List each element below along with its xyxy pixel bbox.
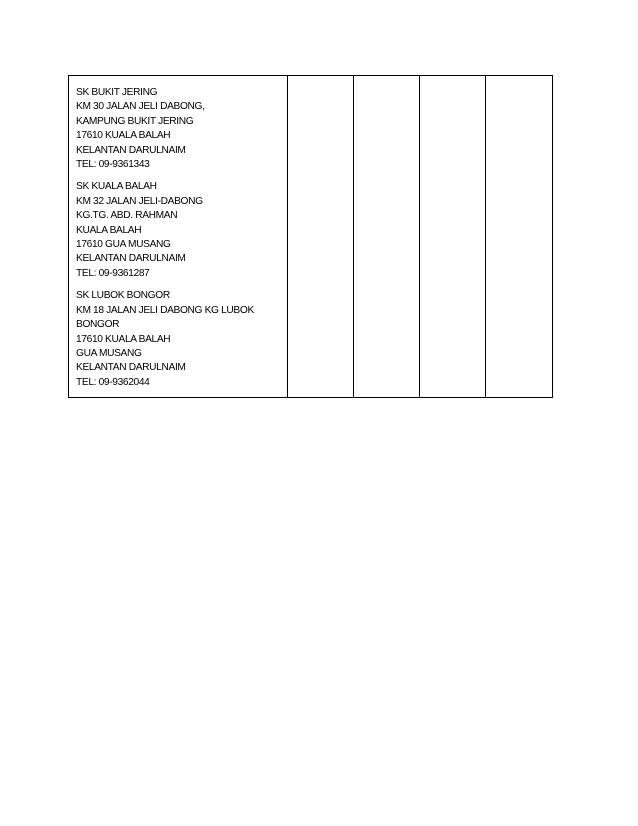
school-address-block-lubok-bongor (76, 289, 287, 390)
address-line: KM 30 JALAN JELI DABONG, (76, 101, 205, 113)
table-row (69, 76, 553, 398)
state-line: KELANTAN DARULNAIM (76, 144, 186, 156)
phone-line: TEL: 09-9361287 (76, 267, 150, 279)
empty-cell (486, 76, 553, 398)
school-name: SK BUKIT JERING (76, 87, 158, 98)
address-line: KM 18 JALAN JELI DABONG KG LUBOK (76, 304, 254, 316)
school-address-block-kuala-balah (76, 180, 287, 281)
postcode-line: 17610 KUALA BALAH (76, 130, 171, 142)
phone-line: TEL: 09-9361343 (76, 159, 150, 171)
school-address-block-bukit-jering (76, 86, 287, 172)
address-line: KAMPUNG BUKIT JERING (76, 115, 194, 127)
address-line: KUALA BALAH (76, 224, 142, 236)
phone-line: TEL: 09-9362044 (76, 376, 150, 388)
postcode-line: 17610 KUALA BALAH (76, 333, 171, 345)
empty-cell (288, 76, 354, 398)
empty-cell (354, 76, 420, 398)
address-line: KG.TG. ABD. RAHMAN (76, 210, 178, 222)
school-name: SK KUALA BALAH (76, 181, 157, 193)
postcode-line: 17610 GUA MUSANG (76, 239, 171, 251)
address-line: GUA MUSANG (76, 347, 142, 359)
school-name: SK LUBOK BONGOR (76, 290, 170, 302)
school-table (68, 75, 553, 398)
state-line: KELANTAN DARULNAIM (76, 253, 186, 265)
empty-cell (420, 76, 486, 398)
address-line: BONGOR (76, 319, 120, 331)
address-line: KM 32 JALAN JELI-DABONG (76, 195, 203, 207)
state-line: KELANTAN DARULNAIM (76, 362, 186, 374)
school-address-cell (69, 76, 288, 398)
